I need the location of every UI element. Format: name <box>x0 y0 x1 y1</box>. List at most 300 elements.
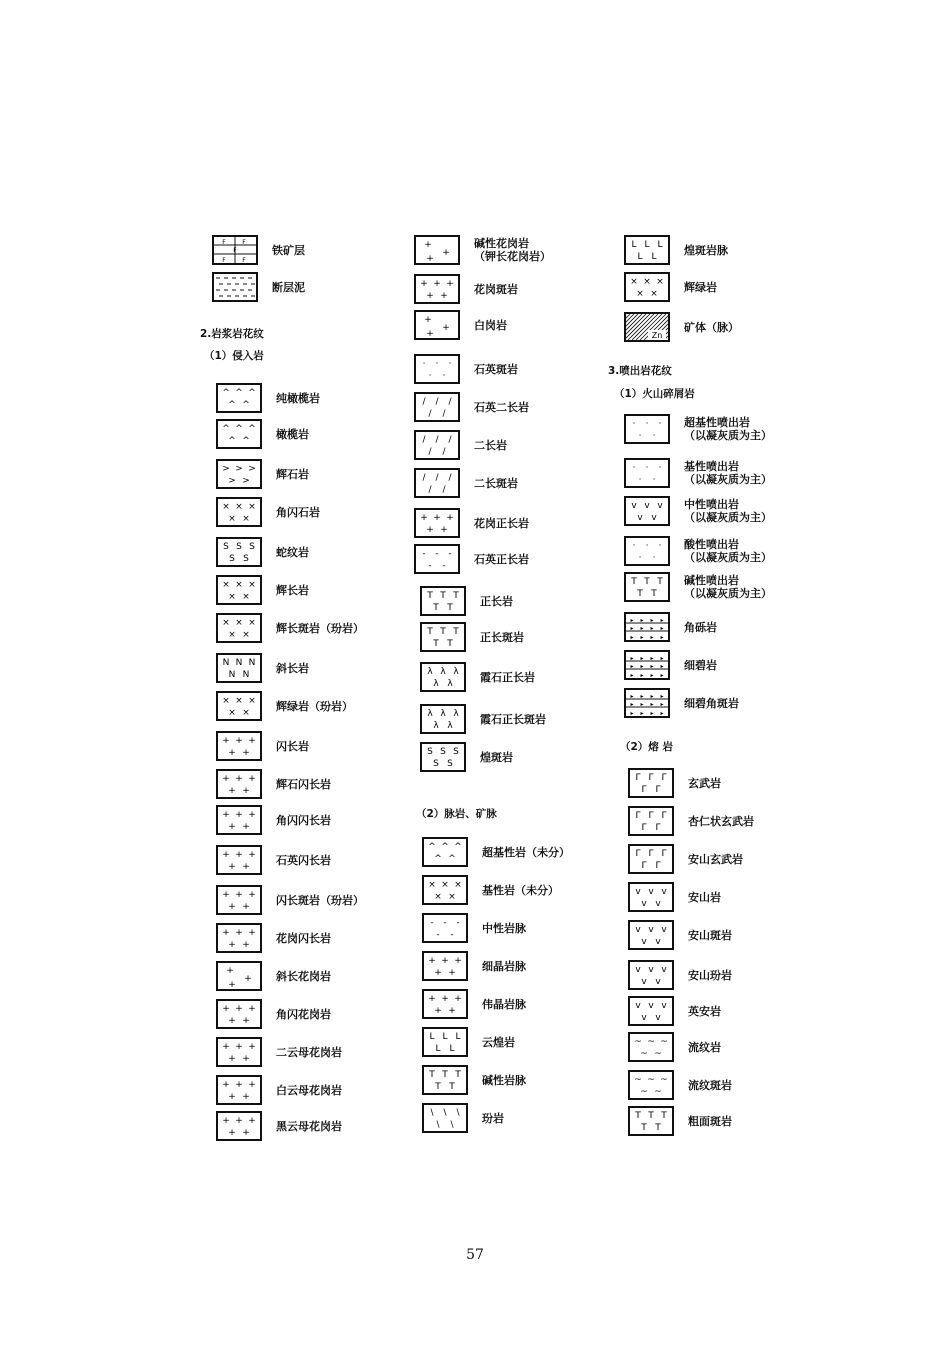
biotite-granite-symbol <box>216 1111 262 1141</box>
granodiorite-symbol <box>216 923 262 953</box>
svg-text:/: / <box>422 473 426 483</box>
svg-text:^: ^ <box>242 436 250 446</box>
svg-text:×: × <box>248 502 256 512</box>
legend-label-line1: 基性喷出岩 <box>684 460 739 473</box>
legend-item-gabbro <box>216 573 309 607</box>
svg-text:S: S <box>440 747 446 757</box>
svg-text:▸: ▸ <box>630 625 634 632</box>
legend-label: 斜长花岗岩 <box>276 969 331 983</box>
svg-text:+: + <box>248 1080 256 1090</box>
quartz-porphyry-symbol <box>414 354 460 384</box>
legend-label: 闪长岩 <box>276 739 309 753</box>
svg-text:+: + <box>242 1092 250 1102</box>
svg-text:+: + <box>235 810 243 820</box>
svg-text:×: × <box>454 880 462 890</box>
legend-label: 二长斑岩 <box>474 476 518 490</box>
legend-item-diabase-vein <box>624 270 717 304</box>
legend-item-pegmatite-dike <box>422 987 526 1021</box>
svg-text:▸: ▸ <box>630 693 634 700</box>
svg-text:Γ: Γ <box>661 811 667 821</box>
svg-text:×: × <box>242 592 250 602</box>
svg-text:v: v <box>655 977 661 987</box>
svg-text:·: · <box>638 553 642 563</box>
svg-text:~: ~ <box>634 1037 642 1047</box>
svg-text:·: · <box>632 463 636 473</box>
alkali-granite-symbol <box>414 235 460 265</box>
svg-text:▸: ▸ <box>660 693 664 700</box>
granosyenite-symbol <box>414 508 460 538</box>
symbol-pattern <box>218 847 260 873</box>
svg-text:/: / <box>448 473 452 483</box>
svg-text:+: + <box>235 1042 243 1052</box>
legend-label: 正长斑岩 <box>480 630 524 644</box>
legend-item-quartz-syenite <box>414 542 529 576</box>
svg-text:·: · <box>658 541 662 551</box>
svg-text:S: S <box>243 554 249 564</box>
syenite-symbol <box>420 586 466 616</box>
svg-text:+: + <box>235 928 243 938</box>
section-title-extrusive: 3.喷出岩花纹 <box>608 365 672 377</box>
legend-item-amygdaloidal-basalt <box>628 804 754 838</box>
svg-text:+: + <box>226 966 234 976</box>
symbol-pattern <box>424 991 466 1017</box>
legend-label: 辉绿岩（玢岩） <box>276 699 353 713</box>
symbol-pattern <box>214 237 256 263</box>
monzonite-porphyry-symbol <box>414 468 460 498</box>
svg-text:×: × <box>434 892 442 902</box>
legend-item-anorthosite <box>216 651 309 685</box>
alkaline-extrusive-symbol <box>624 572 670 602</box>
svg-text:\: \ <box>443 1108 447 1118</box>
svg-text:+: + <box>235 1080 243 1090</box>
svg-text:~: ~ <box>640 1049 648 1059</box>
svg-text:▸: ▸ <box>630 617 634 624</box>
svg-text:F: F <box>222 239 226 246</box>
svg-text:v: v <box>655 899 661 909</box>
symbol-pattern <box>422 624 464 650</box>
svg-text:v: v <box>641 1013 647 1023</box>
svg-text:+: + <box>242 748 250 758</box>
svg-text:Γ: Γ <box>641 823 647 833</box>
symbol-pattern <box>218 499 260 525</box>
legend-item-ultrabasic-extrusive <box>624 412 772 446</box>
svg-text:▸: ▸ <box>640 617 644 624</box>
svg-text:+: + <box>228 902 236 912</box>
legend-label: 安山玢岩 <box>688 968 732 982</box>
legend-label: 玄武岩 <box>688 776 721 790</box>
symbol-pattern <box>218 963 260 989</box>
legend-label-multiline <box>474 237 551 263</box>
legend-label: 霞石正长斑岩 <box>480 712 546 726</box>
svg-text:v: v <box>641 937 647 947</box>
svg-text:~: ~ <box>660 1037 668 1047</box>
svg-text:×: × <box>248 618 256 628</box>
legend-item-monzonite-porphyry <box>414 466 518 500</box>
svg-text:×: × <box>428 880 436 890</box>
svg-text:×: × <box>242 708 250 718</box>
legend-item-alkaline-dike <box>422 1063 526 1097</box>
svg-text:·: · <box>645 541 649 551</box>
svg-text:▸: ▸ <box>650 701 654 708</box>
legend-label: 二云母花岗岩 <box>276 1045 342 1059</box>
syenite-porphyry-symbol <box>420 622 466 652</box>
legend-label: 中性岩脉 <box>482 921 526 935</box>
symbol-pattern <box>626 237 668 263</box>
svg-text:+: + <box>242 1016 250 1026</box>
svg-text:+: + <box>222 928 230 938</box>
symbol-pattern <box>218 925 260 951</box>
page-number: 57 <box>466 1247 484 1263</box>
svg-text:+: + <box>242 1128 250 1138</box>
svg-text:×: × <box>242 514 250 524</box>
legend-label-line2: （钾长花岗岩） <box>474 250 551 263</box>
svg-text:×: × <box>643 277 651 287</box>
svg-text:^: ^ <box>248 388 256 398</box>
minette-symbol <box>422 1027 468 1057</box>
symbol-pattern <box>218 1113 260 1139</box>
legend-item-ore-body <box>624 310 739 344</box>
legend-label-line2: （以凝灰质为主） <box>684 551 772 564</box>
svg-text:/: / <box>448 435 452 445</box>
svg-text:×: × <box>222 580 230 590</box>
svg-text:v: v <box>648 925 654 935</box>
symbol-pattern <box>218 655 260 681</box>
svg-text:▸: ▸ <box>640 672 644 678</box>
svg-text:·: · <box>428 371 432 381</box>
legend-item-alkali-granite <box>414 233 551 267</box>
legend-label: 石英正长岩 <box>474 552 529 566</box>
symbol-pattern <box>626 690 668 716</box>
svg-text:/: / <box>422 397 426 407</box>
svg-text:v: v <box>635 925 641 935</box>
svg-text:Γ: Γ <box>648 773 654 783</box>
svg-text:v: v <box>641 977 647 987</box>
legend-item-intermediate-dike <box>422 911 526 945</box>
svg-text:+: + <box>222 850 230 860</box>
svg-text:+: + <box>426 525 434 535</box>
svg-text:+: + <box>428 994 436 1004</box>
legend-item-rhyolite <box>628 1030 721 1064</box>
legend-item-andesite <box>628 880 721 914</box>
alkaline-dike-symbol <box>422 1065 468 1095</box>
svg-text:+: + <box>222 810 230 820</box>
svg-text:▸: ▸ <box>660 634 664 640</box>
symbol-pattern <box>422 588 464 614</box>
legend-item-granite-porphyry <box>414 272 518 306</box>
symbol-pattern <box>416 470 458 496</box>
legend-item-iron-ore-layer <box>212 233 305 267</box>
svg-text:▸: ▸ <box>660 710 664 716</box>
svg-text:+: + <box>248 928 256 938</box>
symbol-pattern <box>630 1108 672 1134</box>
legend-item-olivine-rock <box>216 417 309 451</box>
basalt-symbol <box>628 768 674 798</box>
svg-text:L: L <box>455 1032 461 1042</box>
svg-text:F: F <box>242 257 246 263</box>
svg-text:v: v <box>648 1001 654 1011</box>
svg-text:+: + <box>426 254 434 263</box>
svg-text:+: + <box>441 956 449 966</box>
svg-text:L: L <box>449 1044 455 1054</box>
svg-text:▸: ▸ <box>650 672 654 678</box>
legend-label: 粗面斑岩 <box>688 1114 732 1128</box>
legend-item-gabbro-porphyry <box>216 611 364 645</box>
legend-item-ultrabasic <box>422 835 570 869</box>
svg-text:·: · <box>658 419 662 429</box>
svg-text:×: × <box>248 580 256 590</box>
svg-text:-: - <box>430 918 434 928</box>
legend-label-multiline <box>684 460 772 486</box>
svg-text:+: + <box>222 1042 230 1052</box>
legend-label: 花岗闪长岩 <box>276 931 331 945</box>
symbol-pattern <box>424 915 466 941</box>
symbol-pattern <box>416 510 458 536</box>
svg-text:-: - <box>443 918 447 928</box>
olivine-rock-symbol <box>216 419 262 449</box>
svg-text:+: + <box>228 940 236 950</box>
svg-text:+: + <box>228 980 236 989</box>
legend-item-andesite-porphyrite <box>628 958 732 992</box>
svg-text:T: T <box>447 639 453 649</box>
svg-text:>: > <box>242 476 250 486</box>
svg-text:Γ: Γ <box>648 811 654 821</box>
svg-text:+: + <box>235 736 243 746</box>
symbol-pattern <box>630 770 672 796</box>
ore-body-symbol <box>624 312 670 342</box>
svg-text:×: × <box>228 592 236 602</box>
svg-text:T: T <box>455 1070 461 1080</box>
svg-text:×: × <box>228 708 236 718</box>
svg-text:>: > <box>222 464 230 474</box>
two-mica-granite-symbol <box>216 1037 262 1067</box>
svg-text:T: T <box>631 577 637 587</box>
legend-label-multiline <box>684 498 772 524</box>
svg-text:▸: ▸ <box>650 655 654 662</box>
legend-label: 伟晶岩脉 <box>482 997 526 1011</box>
svg-text:T: T <box>644 577 650 587</box>
legend-label: 白岗岩 <box>474 318 507 332</box>
svg-text:+: + <box>248 1116 256 1126</box>
quartz-monzonite-symbol <box>414 392 460 422</box>
symbol-pattern <box>630 1034 672 1060</box>
legend-label: 安山玄武岩 <box>688 852 743 866</box>
legend-label: 花岗正长岩 <box>474 516 529 530</box>
hornblendite-symbol <box>216 497 262 527</box>
legend-label-line2: （以凝灰质为主） <box>684 511 772 524</box>
legend-label: 辉长斑岩（玢岩） <box>276 621 364 635</box>
legend-label-line1: 碱性喷出岩 <box>684 574 739 587</box>
svg-text:T: T <box>637 589 643 599</box>
svg-text:F: F <box>242 239 246 246</box>
svg-text:+: + <box>228 786 236 796</box>
legend-item-porphyrite <box>422 1101 504 1135</box>
svg-text:+: + <box>440 525 448 535</box>
legend-label: 辉绿岩 <box>684 280 717 294</box>
symbol-pattern <box>416 276 458 302</box>
svg-text:+: + <box>228 748 236 758</box>
symbol-pattern <box>218 615 260 641</box>
svg-text:·: · <box>448 359 452 369</box>
svg-text:+: + <box>446 279 454 289</box>
legend-item-diorite <box>216 729 309 763</box>
svg-text:+: + <box>242 902 250 912</box>
symbol-pattern <box>416 237 458 263</box>
legend-label: 英安岩 <box>688 1004 721 1018</box>
svg-text:×: × <box>222 502 230 512</box>
legend-item-granodiorite <box>216 921 331 955</box>
diorite-symbol <box>216 731 262 761</box>
symbol-pattern <box>422 706 464 732</box>
svg-text:v: v <box>661 925 667 935</box>
svg-text:^: ^ <box>235 388 243 398</box>
legend-item-dacite <box>628 994 721 1028</box>
legend-item-nepheline-syenite <box>420 660 535 694</box>
legend-label: 石英闪长岩 <box>276 853 331 867</box>
svg-text:T: T <box>657 577 663 587</box>
svg-text:▸: ▸ <box>640 634 644 640</box>
svg-text:^: ^ <box>248 424 256 434</box>
lamprophyre-dike-symbol <box>624 235 670 265</box>
ultrabasic-extrusive-symbol <box>624 414 670 444</box>
svg-text:v: v <box>635 1001 641 1011</box>
legend-item-basalt <box>628 766 721 800</box>
subsection-title-pyroclastic: （1）火山碎屑岩 <box>614 388 695 400</box>
svg-text:+: + <box>248 736 256 746</box>
legend-label-line2: （以凝灰质为主） <box>684 429 772 442</box>
svg-text:+: + <box>242 822 250 832</box>
symbol-pattern <box>214 274 256 300</box>
alaskite-symbol <box>414 310 460 340</box>
legend-item-biotite-granite <box>216 1109 342 1143</box>
symbol-pattern <box>218 733 260 759</box>
svg-text:>: > <box>248 464 256 474</box>
svg-text:+: + <box>433 279 441 289</box>
svg-text:+: + <box>448 1006 456 1016</box>
svg-text:/: / <box>435 473 439 483</box>
svg-text:L: L <box>644 240 650 250</box>
svg-text:v: v <box>644 501 650 511</box>
svg-text:/: / <box>435 435 439 445</box>
symbol-pattern <box>424 1105 466 1131</box>
svg-text:+: + <box>242 940 250 950</box>
basic-symbol <box>422 875 468 905</box>
legend-item-alkaline-extrusive <box>624 570 772 604</box>
svg-text:~: ~ <box>634 1075 642 1085</box>
svg-text:λ: λ <box>453 709 459 719</box>
svg-text:λ: λ <box>427 709 433 719</box>
symbol-pattern <box>218 807 260 833</box>
svg-text:^: ^ <box>242 400 250 410</box>
legend-item-fault-gouge <box>212 270 305 304</box>
svg-text:+: + <box>434 1006 442 1016</box>
svg-text:T: T <box>429 1070 435 1080</box>
legend-item-acid-extrusive <box>624 534 772 568</box>
legend-label: 石英斑岩 <box>474 362 518 376</box>
symbol-pattern <box>416 312 458 338</box>
svg-text:+: + <box>242 786 250 796</box>
svg-text:+: + <box>426 291 434 301</box>
svg-text:▸: ▸ <box>640 701 644 708</box>
svg-text:T: T <box>435 1082 441 1092</box>
svg-text:+: + <box>235 774 243 784</box>
svg-text:v: v <box>631 501 637 511</box>
svg-text:+: + <box>248 850 256 860</box>
svg-text:Zn: Zn <box>651 331 663 340</box>
legend-label: 角闪石岩 <box>276 505 320 519</box>
svg-text:+: + <box>441 994 449 1004</box>
svg-text:Γ: Γ <box>641 785 647 795</box>
svg-text:N: N <box>228 670 236 680</box>
legend-label: 铁矿层 <box>272 243 305 257</box>
legend-label: 橄榄岩 <box>276 427 309 441</box>
lamprophyre-symbol <box>420 742 466 772</box>
legend-label: 黑云母花岗岩 <box>276 1119 342 1133</box>
quartz-diorite-symbol <box>216 845 262 875</box>
symbol-pattern <box>218 1077 260 1103</box>
breccia-symbol <box>624 612 670 642</box>
porphyrite-symbol <box>422 1103 468 1133</box>
pyroxenite-symbol <box>216 459 262 489</box>
legend-item-diorite-porphyry <box>216 883 364 917</box>
symbol-pattern <box>424 1029 466 1055</box>
symbol-pattern <box>422 664 464 690</box>
svg-text:~: ~ <box>660 1075 668 1085</box>
svg-text:+: + <box>420 513 428 523</box>
legend-item-quartz-monzonite <box>414 390 529 424</box>
legend-label-multiline <box>684 538 772 564</box>
svg-text:N: N <box>222 658 230 668</box>
legend-label: 闪长斑岩（玢岩） <box>276 893 364 907</box>
symbol-pattern <box>626 614 668 640</box>
svg-text:λ: λ <box>447 679 453 689</box>
acid-extrusive-symbol <box>624 536 670 566</box>
anorthosite-symbol <box>216 653 262 683</box>
svg-text:S: S <box>427 747 433 757</box>
andesite-symbol <box>628 882 674 912</box>
svg-text:^: ^ <box>441 842 449 852</box>
svg-text:S: S <box>433 759 439 769</box>
svg-text:/: / <box>422 435 426 445</box>
svg-text:/: / <box>442 447 446 457</box>
legend-label: 云煌岩 <box>482 1035 515 1049</box>
svg-text:▸: ▸ <box>650 625 654 632</box>
svg-text:v: v <box>648 965 654 975</box>
svg-text:+: + <box>228 822 236 832</box>
legend-label: 角砾岩 <box>684 620 717 634</box>
legend-item-hornblende-granite <box>216 997 331 1031</box>
dacite-symbol <box>628 996 674 1026</box>
legend-label: 细碧岩 <box>684 658 717 672</box>
legend-item-breccia <box>624 610 717 644</box>
svg-text:+: + <box>440 291 448 301</box>
hornblende-diorite-symbol <box>216 805 262 835</box>
svg-text:T: T <box>635 1111 641 1121</box>
svg-text:v: v <box>661 965 667 975</box>
gabbro-porphyry-symbol <box>216 613 262 643</box>
symbol-pattern <box>630 846 672 872</box>
svg-text:-: - <box>450 930 454 940</box>
svg-text:v: v <box>657 501 663 511</box>
svg-text:/: / <box>428 485 432 495</box>
section-title-igneous: 2.岩浆岩花纹 <box>200 328 264 340</box>
svg-text:·: · <box>632 419 636 429</box>
svg-text:-: - <box>436 930 440 940</box>
legend-item-granosyenite <box>414 506 529 540</box>
spilite-keratophyre-symbol <box>624 688 670 718</box>
symbol-pattern <box>218 461 260 487</box>
amygdaloidal-basalt-symbol <box>628 806 674 836</box>
svg-text:v: v <box>648 887 654 897</box>
